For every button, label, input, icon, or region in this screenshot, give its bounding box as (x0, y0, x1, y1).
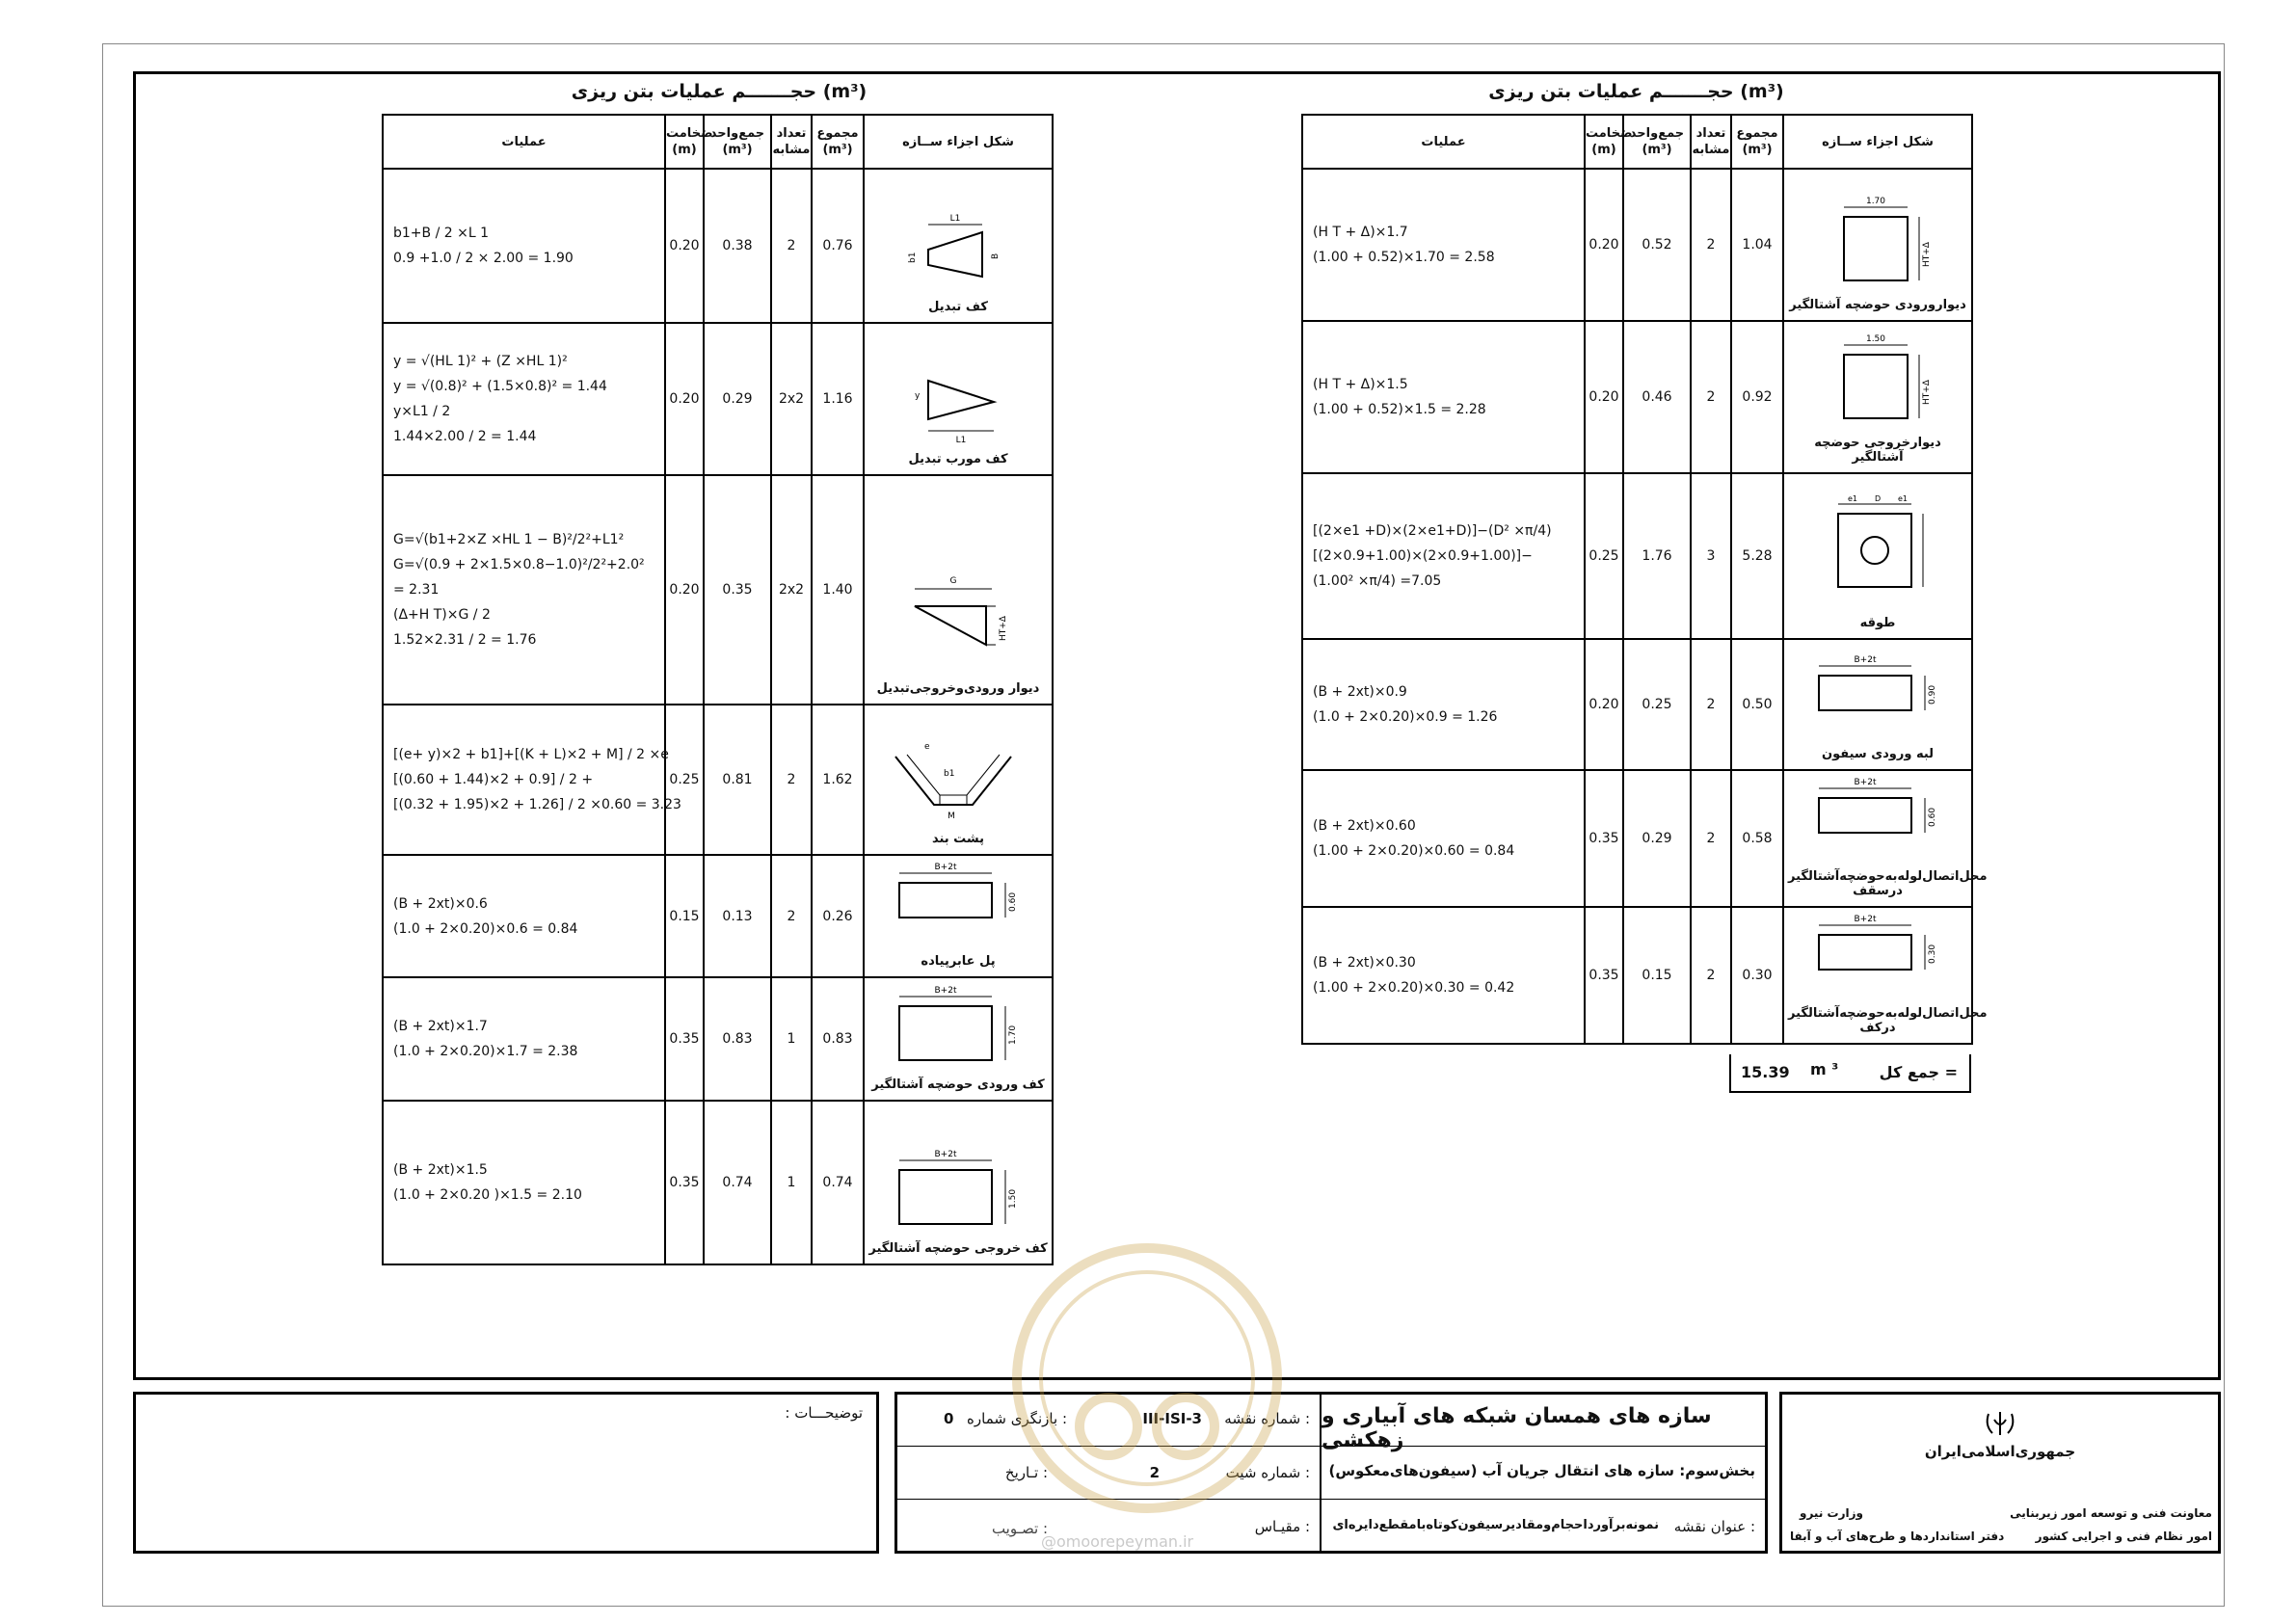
shape-label: پشت بند (931, 832, 985, 846)
grand-total-value: 15.39 (1741, 1063, 1790, 1081)
total-cell: 1.16 (812, 323, 864, 475)
operations-cell (1302, 473, 1585, 639)
svg-text:D: D (1875, 494, 1882, 503)
svg-text:e: e (924, 742, 930, 752)
sheet-no: 2 (1149, 1464, 1160, 1481)
svg-text:1.70: 1.70 (1865, 197, 1886, 206)
formula-line: (B + 2xt)×1.5 (393, 1162, 488, 1178)
col-header-shape: شکل اجزاء ســازه (864, 115, 1053, 169)
col-header-thickness: ضخامت (m) (665, 115, 704, 169)
formula-line: [(0.32 + 1.95)×2 + 1.26] / 2 ×0.60 = 3.23 (393, 797, 681, 812)
svg-text:B+2t: B+2t (934, 1150, 957, 1159)
total-cell: 0.76 (812, 169, 864, 323)
svg-text:HT+Δ: HT+Δ (1922, 242, 1932, 267)
unit-volume-cell: 0.38 (704, 169, 771, 323)
thickness-cell: 0.20 (1585, 169, 1623, 321)
shape-cell (864, 169, 1053, 323)
ministry-name: وزارت نیرو (1800, 1506, 1863, 1520)
svg-text:L1: L1 (955, 436, 967, 445)
svg-text:b1: b1 (908, 252, 918, 263)
left-table-title: حجـــــــم عملیات بتن ریزی (m³) (571, 81, 868, 102)
operations-cell (1302, 770, 1585, 907)
shape-cell (1783, 169, 1972, 321)
left-volume-table (382, 114, 1054, 1265)
count-cell: 2x2 (771, 323, 812, 475)
org-technical: امور نظام فنی و اجرایی کشور (2035, 1530, 2212, 1543)
svg-text:y: y (915, 391, 921, 401)
shape-label: طوقه (1859, 616, 1896, 630)
country-name: جمهوری‌اسلامی‌ایران (1924, 1443, 2076, 1460)
total-cell: 0.50 (1731, 639, 1783, 770)
drawing-numbers-panel (897, 1395, 1322, 1553)
shape-cell (1783, 907, 1988, 1044)
shape-label: کف تبدیل (928, 300, 988, 314)
svg-text:M: M (948, 812, 955, 821)
svg-text:B+2t: B+2t (1854, 915, 1877, 924)
table-row (1302, 321, 1972, 473)
buttress-icon (876, 728, 1040, 824)
thickness-cell: 0.20 (665, 475, 704, 705)
formula-line: 1.44×2.00 / 2 = 1.44 (393, 429, 537, 444)
watermark-text: @omoorepeyman.ir (1041, 1532, 1194, 1551)
shape-label: کف مورب تبدیل (908, 452, 1008, 466)
formula-line: (B + 2xt)×0.6 (393, 895, 488, 912)
operations-cell (383, 169, 665, 323)
dim-label: 1.70 (1008, 1024, 1018, 1045)
thickness-cell: 0.20 (1585, 321, 1623, 473)
right-volume-table (1301, 114, 1988, 1045)
col-header-shape: شکل اجزاء ســازه (1783, 115, 1972, 169)
rect-section-icon (1805, 775, 1950, 862)
count-cell: 3 (1691, 473, 1731, 639)
unit-volume-cell: 0.46 (1623, 321, 1691, 473)
emblem-icon (1983, 1406, 2017, 1439)
svg-text:B+2t: B+2t (1854, 778, 1877, 787)
total-cell: 0.30 (1731, 907, 1783, 1044)
count-cell: 1 (771, 1101, 812, 1264)
shape-cell (864, 475, 1053, 705)
office-name: دفتر استانداردها و طرح‌های آب و آبفا (1790, 1530, 2005, 1543)
organization-box (1779, 1392, 2221, 1554)
formula-line: (B + 2xt)×0.9 (1313, 684, 1407, 700)
formula-line: (H T + Δ)×1.5 (1313, 377, 1408, 392)
formula-line: [(e+ y)×2 + b1]+[(K + L)×2 + M] / 2 ×e (393, 747, 669, 762)
svg-text:e1: e1 (1898, 494, 1909, 503)
unit-volume-cell: 0.35 (704, 475, 771, 705)
table-row (383, 323, 1053, 475)
formula-line: y = √(HL 1)² + (Z ×HL 1)² (393, 354, 568, 369)
svg-text:B: B (991, 253, 1001, 259)
trapezoid-icon (886, 205, 1030, 292)
dim-label: 0.60 (1928, 807, 1937, 827)
total-cell: 0.58 (1731, 770, 1783, 907)
total-cell: 1.04 (1731, 169, 1783, 321)
count-cell: 1 (771, 977, 812, 1101)
operations-cell (383, 705, 681, 855)
shape-cell (1783, 321, 1972, 473)
unit-volume-cell: 0.52 (1623, 169, 1691, 321)
operations-cell (1302, 907, 1585, 1044)
formula-line: G=√(b1+2×Z ×HL 1 − B)²/2²+L1² (393, 532, 625, 547)
total-cell: 0.26 (812, 855, 864, 977)
drawing-info-box (894, 1392, 1768, 1554)
revision-no: 0 (944, 1410, 954, 1427)
table-row (1302, 473, 1972, 639)
formula-line: = 2.31 (393, 582, 440, 598)
rect-section-icon (886, 983, 1030, 1070)
total-cell: 0.83 (812, 977, 864, 1101)
scale-label: مقیـاس : (1254, 1518, 1310, 1535)
operations-cell (383, 977, 665, 1101)
col-header-operations: عملیات (1302, 115, 1585, 169)
table-row (383, 1101, 1053, 1264)
svg-text:G: G (949, 576, 957, 586)
svg-text:HT+Δ: HT+Δ (999, 616, 1008, 641)
count-cell: 2 (771, 855, 812, 977)
count-cell: 2 (1691, 770, 1731, 907)
date-label: تـاریخ : (1004, 1464, 1048, 1481)
svg-text:B+2t: B+2t (934, 863, 957, 872)
revision-label: بازنگری شماره : (967, 1410, 1067, 1427)
collar-icon (1805, 492, 1950, 608)
project-title-panel (1322, 1395, 1765, 1553)
col-header-unit-volume: جمع‌واحد (m³) (1623, 115, 1691, 169)
triangle-icon (886, 358, 1030, 444)
drawing-title-label: عنوان نقشه : (1673, 1518, 1755, 1535)
dim-label: 0.30 (1928, 944, 1937, 964)
grand-total-box (1729, 1054, 1971, 1093)
shape-label: محل‌اتصال‌لوله‌به‌حوضچه‌آشتالگیر درکف (1788, 1006, 1988, 1035)
shape-cell (864, 855, 1053, 977)
shape-cell (1783, 770, 1988, 907)
section-title: بخش‌سوم: سازه های انتقال جریان آب (سیفون‌های‌معکوس) (1328, 1462, 1755, 1479)
col-header-total: مجموع (m³) (1731, 115, 1783, 169)
svg-text:b1: b1 (944, 769, 955, 779)
sheet-no-label: شماره شیت : (1225, 1464, 1310, 1481)
table-row (383, 705, 1053, 855)
rect-section-icon (886, 860, 1030, 946)
count-cell: 2 (1691, 639, 1731, 770)
table-row (383, 855, 1053, 977)
dim-label: 0.60 (1008, 891, 1018, 912)
unit-volume-cell: 0.25 (1623, 639, 1691, 770)
col-header-count: تعداد مشابه (771, 115, 812, 169)
unit-volume-cell: 0.83 (704, 977, 771, 1101)
operations-cell (383, 855, 665, 977)
unit-volume-cell: 0.29 (704, 323, 771, 475)
formula-line: 1.52×2.31 / 2 = 1.76 (393, 632, 537, 648)
formula-line: (1.0 + 2×0.20 )×1.5 = 2.10 (393, 1187, 582, 1203)
right-table-title: حجـــــــم عملیات بتن ریزی (m³) (1488, 81, 1784, 102)
thickness-cell: 0.35 (1585, 770, 1623, 907)
total-cell: 1.62 (812, 705, 864, 855)
formula-line: (H T + Δ)×1.7 (1313, 225, 1408, 240)
shape-cell (864, 1101, 1053, 1264)
total-cell: 1.40 (812, 475, 864, 705)
rect-section-icon (886, 1147, 1030, 1234)
grand-total-unit: m ³ (1810, 1060, 1839, 1078)
col-header-thickness: ضخامت (m) (1585, 115, 1623, 169)
project-title: سازه های همسان شبکه های آبیاری و زهکشی (1322, 1404, 1712, 1452)
svg-text:HT+Δ: HT+Δ (1922, 380, 1932, 405)
notes-box (133, 1392, 879, 1554)
approval-label: تصـویب : (991, 1520, 1048, 1537)
unit-volume-cell: 0.13 (704, 855, 771, 977)
thickness-cell: 0.25 (1585, 473, 1623, 639)
total-cell: 0.74 (812, 1101, 864, 1264)
shape-cell (1783, 473, 1972, 639)
col-header-count: تعداد مشابه (1691, 115, 1731, 169)
table-row (1302, 639, 1972, 770)
svg-text:B+2t: B+2t (934, 986, 957, 996)
shape-label: دیوارخروجی حوضچه آشتالگیر (1814, 436, 1941, 465)
dim-label: 0.90 (1928, 684, 1937, 705)
formula-line: y×L1 / 2 (393, 404, 451, 419)
svg-text:B+2t: B+2t (1854, 655, 1877, 665)
table-row (1302, 770, 1972, 907)
total-cell: 5.28 (1731, 473, 1783, 639)
formula-line: 0.9 +1.0 / 2 × 2.00 = 1.90 (393, 251, 574, 266)
count-cell: 2 (771, 705, 812, 855)
thickness-cell: 0.25 (665, 705, 704, 855)
formula-line: (1.00 + 2×0.20)×0.60 = 0.84 (1313, 843, 1515, 859)
formula-line: (1.00 + 0.52)×1.70 = 2.58 (1313, 250, 1495, 265)
table-row (383, 169, 1053, 323)
shape-cell (864, 705, 1053, 855)
col-header-total: مجموع (m³) (812, 115, 864, 169)
drawing-title: نمونه‌برآورداحجام‌ومقادیرسیفون‌کوتاه‌بامقطع‌دایره‌ای (1332, 1518, 1659, 1532)
thickness-cell: 0.20 (665, 169, 704, 323)
formula-line: (1.00² ×π/4) =7.05 (1313, 573, 1442, 589)
dim-label: 1.50 (1008, 1188, 1018, 1209)
rect-section-icon (1805, 652, 1950, 739)
unit-volume-cell: 0.29 (1623, 770, 1691, 907)
formula-line: [(2×0.9+1.00)×(2×0.9+1.00)]− (1313, 548, 1533, 564)
unit-volume-cell: 0.15 (1623, 907, 1691, 1044)
svg-text:1.50: 1.50 (1865, 334, 1886, 344)
formula-line: G=√(0.9 + 2×1.5×0.8−1.0)²/2²+2.0² (393, 557, 645, 572)
formula-line: [(2×e1 +D)×(2×e1+D)]−(D² ×π/4) (1313, 523, 1552, 539)
shape-label: لبه ورودی سیفون (1821, 747, 1935, 761)
count-cell: 2 (1691, 907, 1731, 1044)
notes-label: توضیحـــات : (785, 1404, 863, 1422)
thickness-cell: 0.20 (665, 323, 704, 475)
shape-label: کف ورودی حوضچه آشتالگیر (871, 1078, 1045, 1092)
table-row (383, 475, 1053, 705)
shape-cell (864, 977, 1053, 1101)
unit-volume-cell: 0.81 (704, 705, 771, 855)
wall-section-icon (1805, 194, 1950, 290)
operations-cell (1302, 321, 1585, 473)
shape-cell (1783, 639, 1972, 770)
operations-cell (383, 1101, 665, 1264)
operations-cell (1302, 169, 1585, 321)
formula-line: (Δ+H T)×G / 2 (393, 607, 491, 623)
count-cell: 2x2 (771, 475, 812, 705)
unit-volume-cell: 0.74 (704, 1101, 771, 1264)
shape-label: کف خروجی حوضچه آشتالگیر (868, 1241, 1048, 1256)
table-row (383, 977, 1053, 1101)
formula-line: (B + 2xt)×0.30 (1313, 955, 1416, 971)
thickness-cell: 0.35 (665, 1101, 704, 1264)
unit-volume-cell: 1.76 (1623, 473, 1691, 639)
map-no-label: شماره نقشه : (1224, 1410, 1310, 1427)
wing-wall-icon (886, 568, 1030, 674)
map-no: III-ISI-3 (1142, 1410, 1202, 1427)
wall-section-icon (1805, 332, 1950, 428)
count-cell: 2 (1691, 321, 1731, 473)
formula-line: (1.0 + 2×0.20)×0.6 = 0.84 (393, 920, 578, 937)
thickness-cell: 0.15 (665, 855, 704, 977)
shape-label: محل‌اتصال‌لوله‌به‌حوضچه‌آشتالگیر درسقف (1788, 869, 1988, 898)
rect-section-icon (1805, 912, 1950, 998)
table-row (1302, 169, 1972, 321)
grand-total-label: جمع کل = (1879, 1063, 1958, 1081)
shape-cell (864, 323, 1053, 475)
operations-cell (383, 323, 665, 475)
table-row (1302, 907, 1972, 1044)
thickness-cell: 0.35 (665, 977, 704, 1101)
shape-label: دیوار ورودی‌وخروجی‌تبدیل (876, 681, 1040, 696)
formula-line: (1.00 + 0.52)×1.5 = 2.28 (1313, 402, 1486, 417)
count-cell: 2 (771, 169, 812, 323)
svg-text:e1: e1 (1848, 494, 1858, 503)
total-cell: 0.92 (1731, 321, 1783, 473)
thickness-cell: 0.20 (1585, 639, 1623, 770)
svg-text:L1: L1 (949, 214, 961, 224)
formula-line: (1.0 + 2×0.20)×0.9 = 1.26 (1313, 709, 1498, 725)
operations-cell (1302, 639, 1585, 770)
col-header-unit-volume: جمع‌واحد (m³) (704, 115, 771, 169)
formula-line: (1.0 + 2×0.20)×1.7 = 2.38 (393, 1044, 578, 1059)
org-deputy: معاونت فنی و توسعه امور زیربنایی (2010, 1506, 2212, 1520)
thickness-cell: 0.35 (1585, 907, 1623, 1044)
operations-cell (383, 475, 665, 705)
formula-line: (1.00 + 2×0.20)×0.30 = 0.42 (1313, 980, 1515, 996)
formula-line: y = √(0.8)² + (1.5×0.8)² = 1.44 (393, 379, 607, 394)
formula-line: (B + 2xt)×1.7 (393, 1019, 488, 1034)
count-cell: 2 (1691, 169, 1731, 321)
shape-label: پل عابرپیاده (921, 954, 996, 969)
formula-line: (B + 2xt)×0.60 (1313, 818, 1416, 834)
shape-label: دیوارورودی حوضچه آشتالگیر (1789, 298, 1966, 312)
formula-line: [(0.60 + 1.44)×2 + 0.9] / 2 + (393, 772, 594, 787)
col-header-operations: عملیات (383, 115, 665, 169)
formula-line: b1+B / 2 ×L 1 (393, 226, 489, 241)
